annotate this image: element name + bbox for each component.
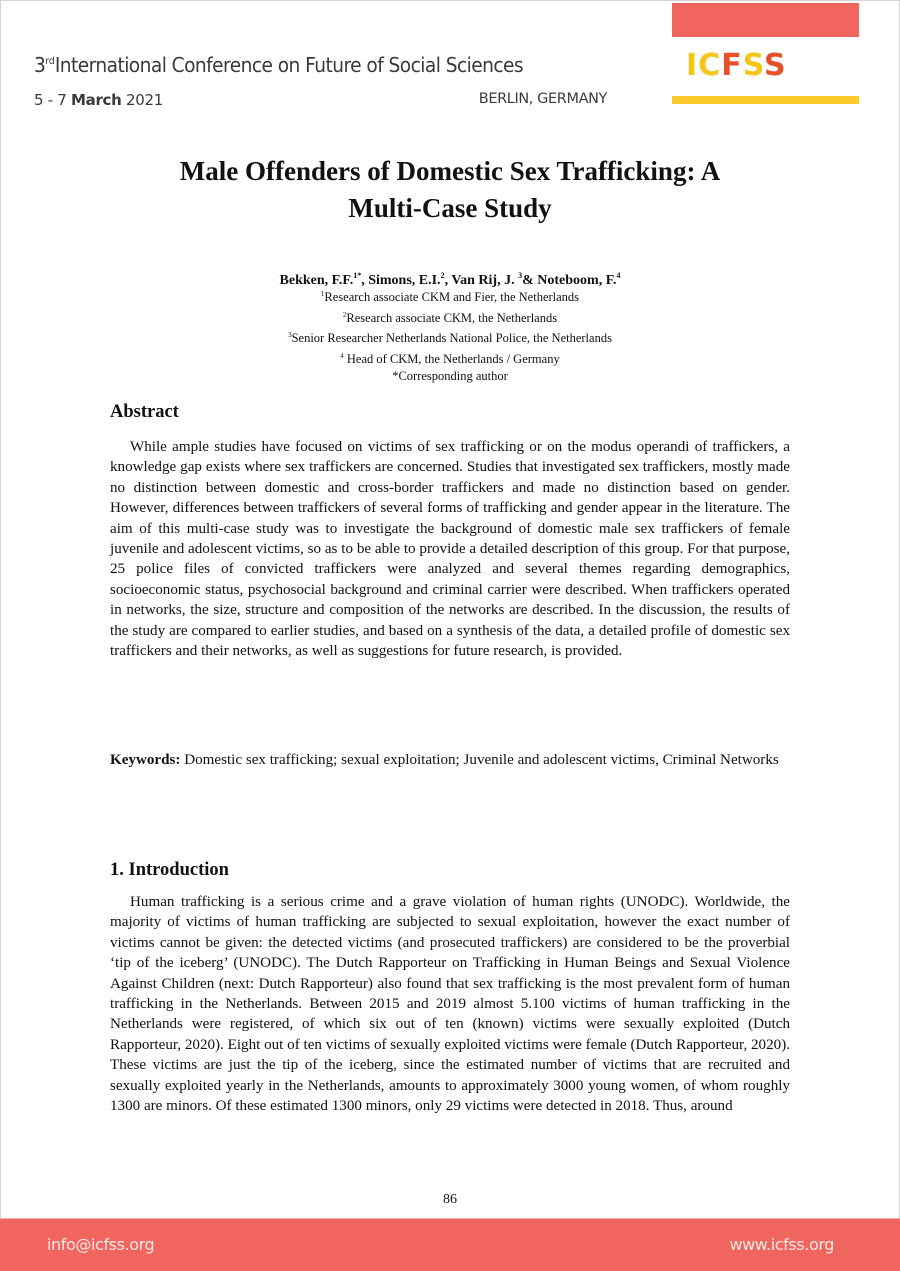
conference-name: International Conference on Future of Social Sciences bbox=[54, 53, 524, 77]
author-sup: 4 bbox=[616, 271, 621, 280]
author-sup: 2 bbox=[440, 271, 445, 280]
corresponding-author-note: *Corresponding author bbox=[392, 369, 508, 383]
keywords-text: Domestic sex trafficking; sexual exploitation; Juvenile and adolescent victims, Criminal Networks bbox=[180, 752, 779, 768]
date-month: March bbox=[71, 91, 122, 109]
keywords-label: Keywords: bbox=[110, 752, 181, 768]
author-sep: , bbox=[361, 273, 369, 288]
date-days: 5 - 7 bbox=[34, 91, 72, 109]
affiliation-sup: 2 bbox=[342, 310, 347, 319]
abstract-heading: Abstract bbox=[110, 402, 179, 422]
footer-email-link[interactable]: info@icfss.org bbox=[47, 1235, 155, 1254]
title-line-1: Male Offenders of Domestic Sex Trafficking: A bbox=[179, 156, 721, 186]
author-name: Bekken, F.F. bbox=[279, 273, 354, 288]
affiliation-text: Research associate CKM and Fier, the Netherlands bbox=[324, 290, 580, 304]
affiliation bbox=[100, 307, 800, 328]
author-sup: 3 bbox=[518, 271, 523, 280]
logo-top-bar bbox=[672, 3, 859, 37]
logo-letter: S bbox=[742, 48, 764, 83]
abstract-body: While ample studies have focused on victims of sex trafficking or on the modus operandi of traffickers, a knowledge gap exists where sex traffickers are concerned. Studies that investigated sex traffickers, mostly made no distinction between domestic and cross-border traffickers and made no distinction based on gender. However, differences between traffickers of several forms of trafficking and gender appear in the literature. The aim of this multi-case study was to investigate the background of domestic male sex traffickers of female juvenile and adolescent victims, so as to be able to provide a detailed description of this group. For that purpose, 25 police files of convicted traffickers were analyzed and several themes regarding demographics, socioeconomic status, psychosocial background and criminal carrier were described. When traffickers operated in networks, the size, structure and composition of the networks are described. In the discussion, the results of the study are compared to earlier studies, and based on a synthesis of the data, a detailed profile of domestic sex traffickers and their networks, as well as suggestions for future research, is provided. bbox=[110, 439, 790, 660]
conference-ordinal-suffix: rd bbox=[45, 56, 55, 67]
title-line-2: Multi-Case Study bbox=[348, 193, 552, 223]
author-sup: 1* bbox=[353, 271, 362, 280]
introduction-body: Human trafficking is a serious crime and a grave violation of human rights (UNODC). Worldwide, the majority of victims of human trafficking are subjected to sexual exploitation, however the exact number of victims cannot be given: the detected victims (and prosecuted traffickers) are considered to be the proverbial ‘tip of the iceberg’ (UNODC). The Dutch Rapporteur on Trafficking in Human Beings and Sexual Violence Against Children (next: Dutch Rapporteur) also found that sex trafficking is the most prevalent form of human trafficking in the Netherlands. Between 2015 and 2019 almost 5.100 victims of human trafficking in the Netherlands were registered, of which six out of ten (known) victims were sexually exploited (Dutch Rapporteur, 2020). Eight out of ten victims of sexually exploited victims were female (Dutch Rapporteur, 2020). These victims are just the tip of the iceberg, since the estimated number of victims that are recruited and sexually exploited yearly in the Netherlands, amounts to approximately 3000 young women, of whom roughly 1300 are minors. Of these estimated 1300 minors, only 29 victims were detected in 2018. Thus, around bbox=[110, 894, 790, 1115]
affiliation-text: Research associate CKM, the Netherlands bbox=[346, 310, 558, 325]
conference-ordinal: 3 bbox=[34, 53, 46, 77]
introduction-heading: 1. Introduction bbox=[110, 860, 229, 880]
conference-location: BERLIN, GERMANY bbox=[478, 91, 607, 107]
footer-website-link[interactable]: www.icfss.org bbox=[729, 1235, 834, 1254]
logo-letter: F bbox=[721, 48, 743, 83]
author-name: Noteboom, F. bbox=[537, 273, 617, 288]
author-name: Van Rij, J. bbox=[451, 273, 519, 288]
page-number: 86 bbox=[443, 1192, 457, 1207]
affiliation bbox=[100, 327, 800, 348]
affiliation-text: Senior Researcher Netherlands National Police, the Netherlands bbox=[291, 331, 612, 345]
affiliations bbox=[100, 286, 800, 386]
keywords bbox=[110, 750, 790, 770]
conference-date bbox=[34, 91, 163, 109]
affiliation-sup: 1 bbox=[320, 290, 325, 298]
author-name: Simons, E.I. bbox=[368, 273, 441, 288]
affiliation-text: Head of CKM, the Netherlands / Germany bbox=[343, 351, 560, 366]
conference-title bbox=[34, 53, 523, 77]
footer-bar bbox=[0, 1218, 900, 1271]
icfss-logo bbox=[686, 49, 846, 83]
affiliation bbox=[100, 286, 800, 307]
author-sep: & bbox=[522, 273, 538, 288]
logo-letter: C bbox=[698, 48, 722, 83]
author-sep: , bbox=[444, 273, 452, 288]
logo-letter: I bbox=[686, 48, 699, 83]
logo-letter: S bbox=[763, 48, 787, 83]
paper-title bbox=[100, 153, 800, 227]
affiliation bbox=[100, 348, 800, 369]
affiliation-sup: 4 bbox=[340, 351, 344, 360]
date-year: 2021 bbox=[121, 91, 163, 109]
logo-bottom-bar bbox=[672, 96, 859, 104]
affiliation-sup: 3 bbox=[288, 331, 292, 339]
